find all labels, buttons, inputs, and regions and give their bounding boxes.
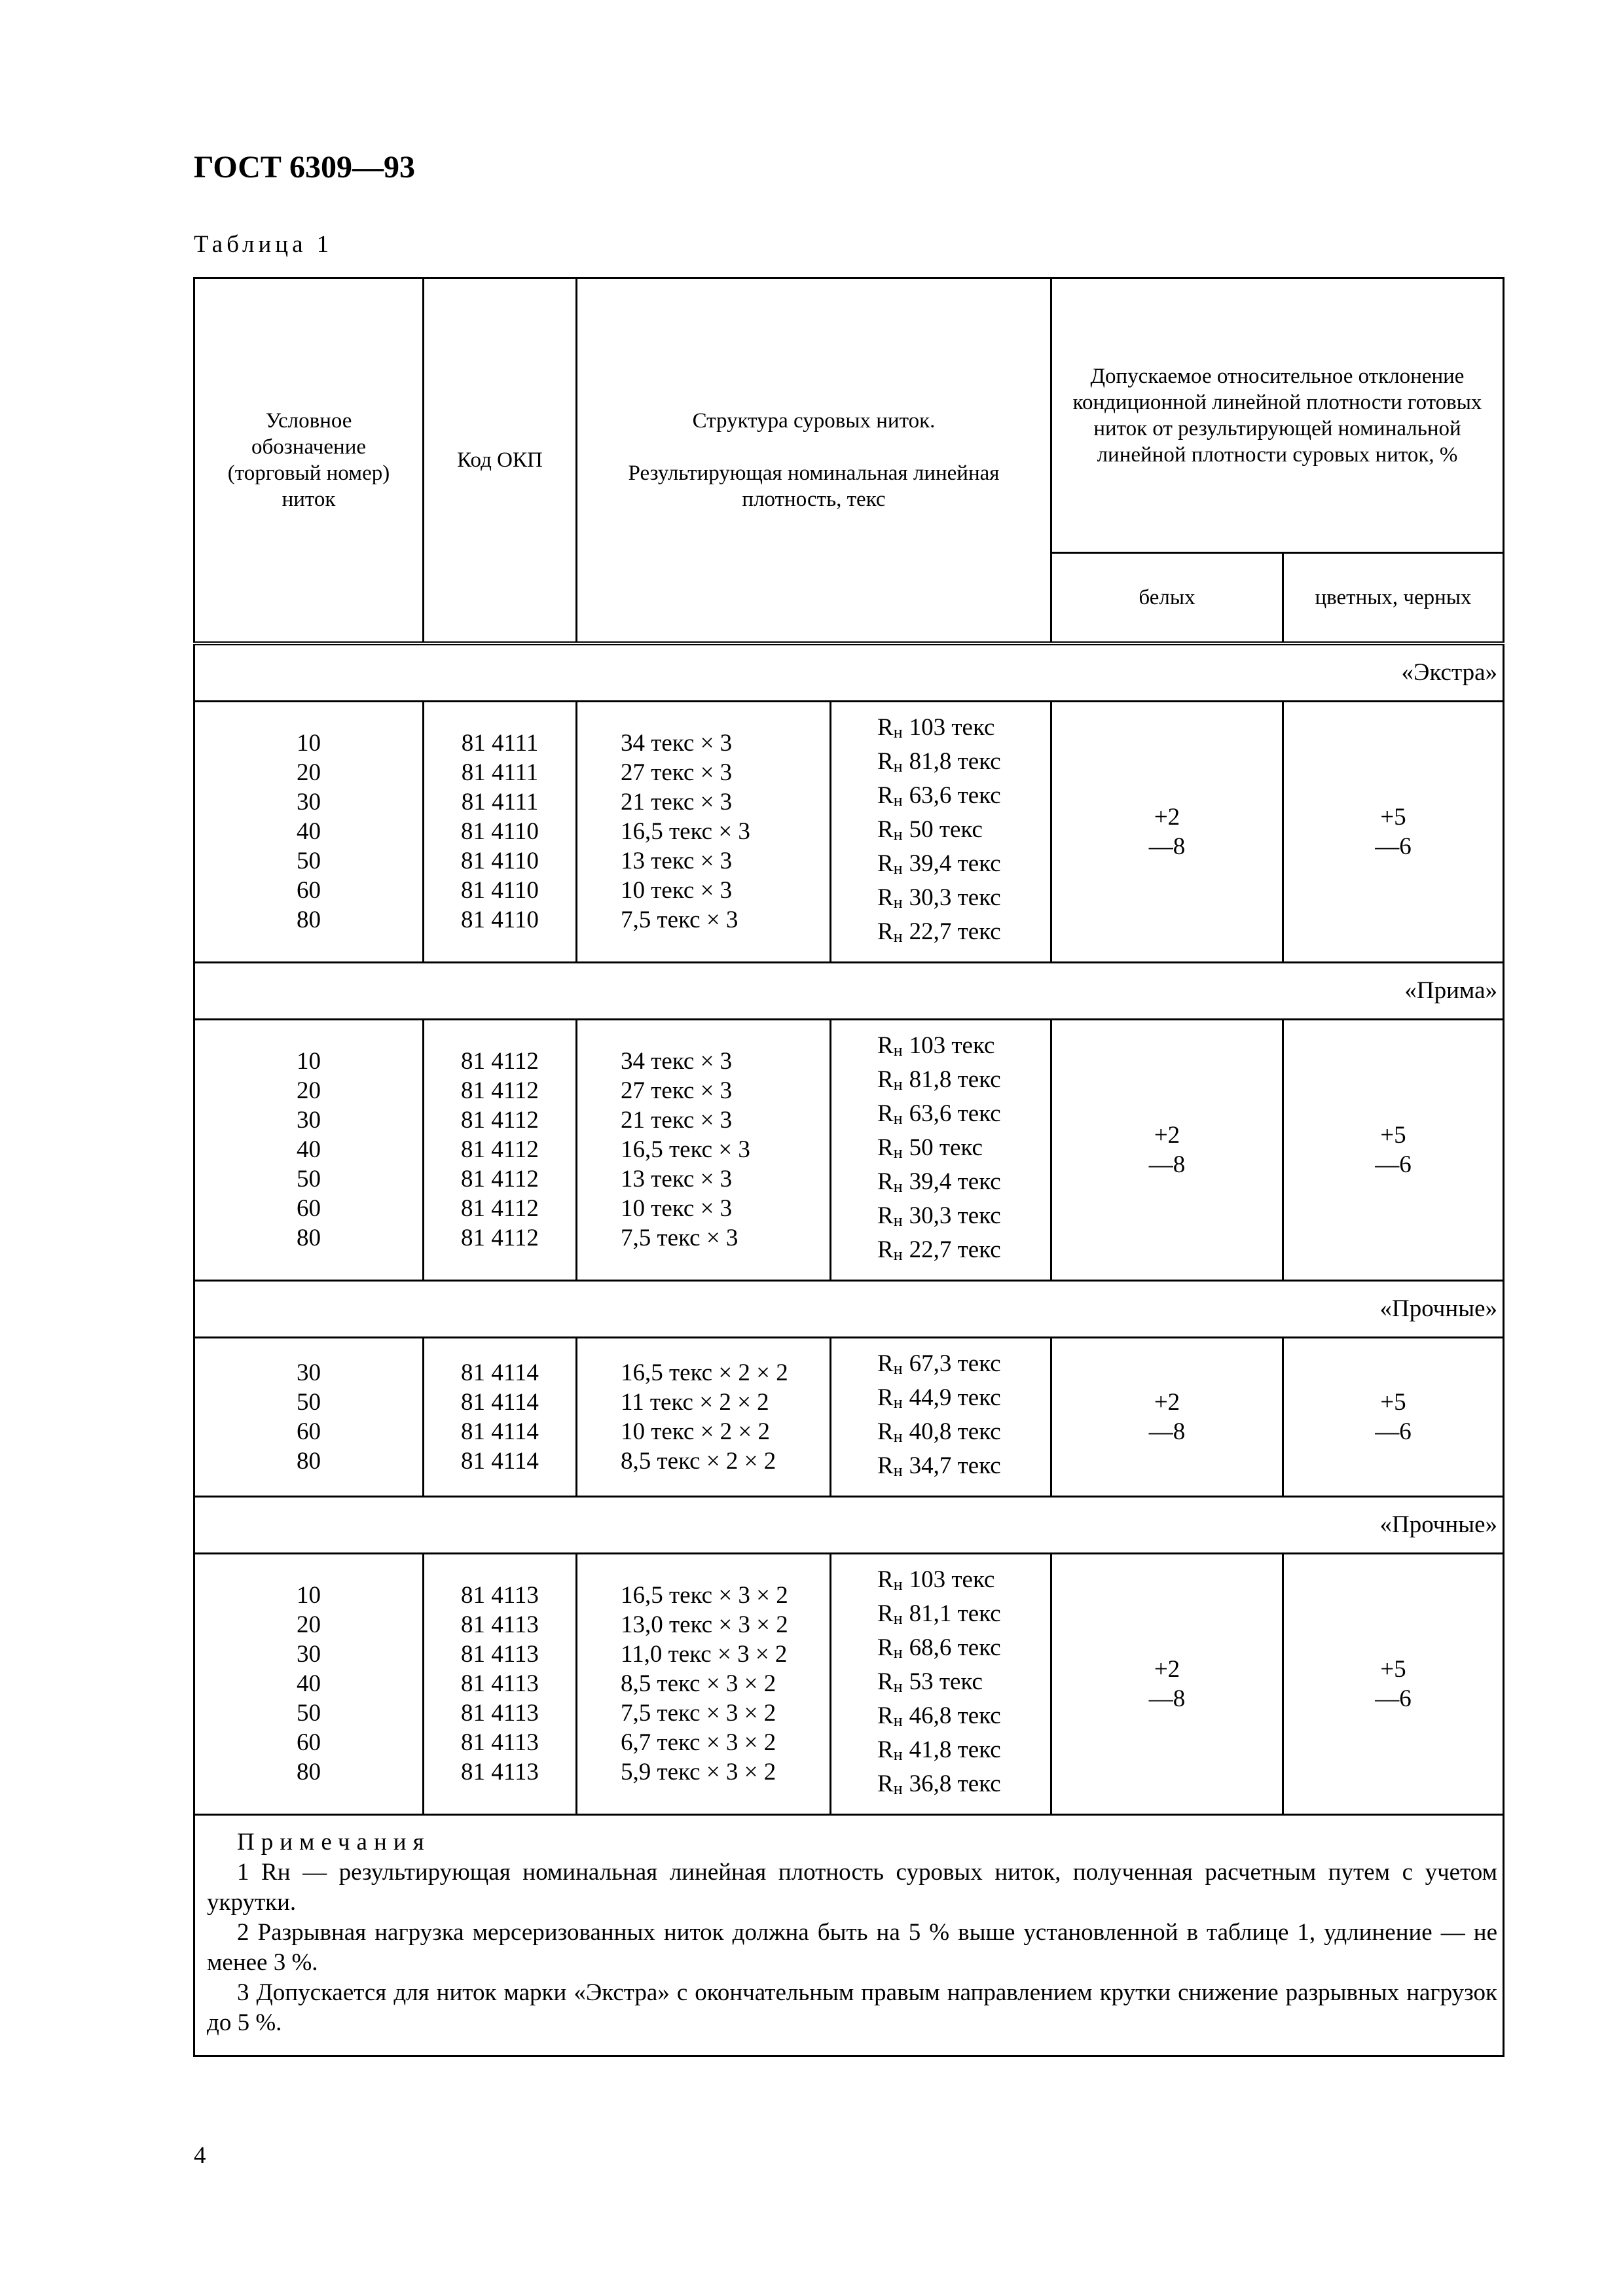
- result-symbol: R: [877, 747, 894, 775]
- okp-code-cell-item: 81 4113: [461, 1729, 539, 1756]
- page-number: 4: [194, 2142, 206, 2169]
- white-tolerance-cell-value: +2: [1154, 803, 1180, 831]
- structure-cell-item: 10 текс × 2 × 2: [621, 1418, 771, 1445]
- okp-code-cell: [424, 1019, 577, 1280]
- result-cell-item: [877, 1383, 1050, 1417]
- result-symbol: R: [877, 1236, 894, 1263]
- designation-cell-item: 60: [297, 1729, 321, 1756]
- result-symbol: R: [877, 1668, 894, 1695]
- designation-cell-item: 40: [297, 1670, 321, 1697]
- header-designation: [194, 278, 424, 643]
- structure-cell-item: 13 текс × 3: [621, 848, 733, 874]
- result-symbol: R: [877, 1702, 894, 1729]
- structure-cell-item: 21 текс × 3: [621, 1107, 733, 1134]
- result-symbol: R: [877, 1100, 894, 1127]
- result-subscript: н: [893, 1710, 903, 1730]
- result-subscript: н: [893, 1142, 903, 1162]
- header-white: белых: [1051, 553, 1283, 643]
- okp-code-cell-item: 81 4113: [461, 1670, 539, 1697]
- grade-label: «Экстра»: [194, 643, 1504, 702]
- result-symbol: R: [877, 781, 894, 809]
- result-cell: [831, 701, 1051, 962]
- okp-code-cell-item: 81 4112: [461, 1107, 539, 1134]
- result-symbol: R: [877, 1031, 894, 1059]
- result-subscript: н: [893, 892, 903, 912]
- result-value: 30,3 текс: [909, 884, 1001, 911]
- result-cell-item: [877, 1565, 1050, 1599]
- result-subscript: н: [893, 1460, 903, 1480]
- result-cell-item: [877, 1099, 1050, 1133]
- designation-cell-item: 30: [297, 1359, 321, 1386]
- white-tolerance-cell-value: +2: [1154, 1121, 1180, 1149]
- designation-cell-item: 30: [297, 789, 321, 816]
- result-subscript: н: [893, 722, 903, 742]
- result-cell-item: [877, 849, 1050, 883]
- result-value: 50 текс: [909, 816, 983, 843]
- result-cell-item: [877, 1133, 1050, 1167]
- white-tolerance-cell-value: +2: [1154, 1388, 1180, 1416]
- grade-label: «Прима»: [194, 962, 1504, 1019]
- designation-cell: [194, 701, 424, 962]
- designation-cell: [194, 1337, 424, 1496]
- result-value: 40,8 текс: [909, 1418, 1001, 1445]
- header-colored: цветных, черных: [1283, 553, 1504, 643]
- data-row: [194, 701, 1504, 962]
- result-subscript: н: [893, 1744, 903, 1764]
- designation-cell-item: 30: [297, 1107, 321, 1134]
- designation-cell-item: 10: [297, 730, 321, 757]
- result-subscript: н: [893, 756, 903, 776]
- document-title: ГОСТ 6309—93: [194, 150, 415, 185]
- table-caption: Таблица 1: [194, 231, 333, 258]
- result-symbol: R: [877, 1634, 894, 1661]
- okp-code-cell-item: 81 4110: [461, 818, 539, 845]
- result-cell-item: [877, 1417, 1050, 1451]
- designation-cell: [194, 1019, 424, 1280]
- result-cell-item: [877, 1667, 1050, 1701]
- okp-code-cell-item: 81 4112: [461, 1077, 539, 1104]
- result-cell-item: [877, 781, 1050, 815]
- colored-tolerance-cell: [1283, 1553, 1504, 1814]
- result-value: 41,8 текс: [909, 1736, 1001, 1763]
- colored-tolerance-cell-value: +5: [1380, 803, 1406, 831]
- structure-cell: [577, 701, 831, 962]
- result-symbol: R: [877, 1134, 894, 1161]
- result-value: 34,7 текс: [909, 1452, 1001, 1479]
- colored-tolerance-cell-value: —6: [1375, 1151, 1412, 1178]
- result-symbol: R: [877, 1066, 894, 1093]
- white-tolerance-cell: [1051, 1337, 1283, 1496]
- data-row: [194, 1553, 1504, 1814]
- result-symbol: R: [877, 1736, 894, 1763]
- result-cell-item: [877, 1349, 1050, 1383]
- result-cell-item: [877, 1735, 1050, 1769]
- result-value: 39,4 текс: [909, 1168, 1001, 1195]
- result-cell-item: [877, 917, 1050, 951]
- structure-cell-item: 10 текс × 3: [621, 1195, 733, 1222]
- structure-cell-item: 16,5 текс × 3: [621, 818, 750, 845]
- result-cell-item: [877, 1201, 1050, 1235]
- result-value: 22,7 текс: [909, 1236, 1001, 1263]
- designation-cell-item: 50: [297, 1166, 321, 1193]
- result-symbol: R: [877, 816, 894, 843]
- result-value: 46,8 текс: [909, 1702, 1001, 1729]
- result-symbol: R: [877, 1600, 894, 1627]
- result-cell-item: [877, 1769, 1050, 1803]
- result-value: 22,7 текс: [909, 918, 1001, 945]
- designation-cell-item: 20: [297, 1077, 321, 1104]
- white-tolerance-cell: [1051, 1019, 1283, 1280]
- note-1: 1 Rн — результирующая номинальная линейная плотность суровых ниток, полученная расчетным путем с учетом укрутки.: [207, 1858, 1497, 1916]
- okp-code-cell-item: 81 4111: [461, 730, 539, 757]
- okp-code-cell-item: 81 4114: [461, 1447, 539, 1475]
- table-body: [194, 643, 1504, 1815]
- colored-tolerance-cell-value: —6: [1375, 1685, 1412, 1712]
- white-tolerance-cell-value: —8: [1148, 833, 1186, 860]
- structure-cell-item: 7,5 текс × 3: [621, 906, 739, 933]
- okp-code-cell-item: 81 4111: [461, 759, 539, 786]
- designation-cell-item: 80: [297, 1759, 321, 1785]
- grade-label: «Прочные»: [194, 1496, 1504, 1553]
- designation-cell-item: 50: [297, 848, 321, 874]
- specification-table: [193, 277, 1504, 2057]
- designation-cell-item: 60: [297, 877, 321, 904]
- white-tolerance-cell-value: —8: [1148, 1418, 1186, 1445]
- okp-code-cell-item: 81 4113: [461, 1759, 539, 1785]
- header-structure-sub: Результирующая номинальная линейная плотность, текс: [628, 461, 1000, 511]
- okp-code-cell: [424, 1553, 577, 1814]
- result-cell-item: [877, 883, 1050, 917]
- result-value: 81,8 текс: [909, 1066, 1001, 1093]
- result-cell-item: [877, 1451, 1050, 1485]
- result-symbol: R: [877, 1452, 894, 1479]
- structure-cell-item: 10 текс × 3: [621, 877, 733, 904]
- result-value: 81,8 текс: [909, 747, 1001, 775]
- result-subscript: н: [893, 1574, 903, 1594]
- designation-cell-item: 50: [297, 1700, 321, 1727]
- result-subscript: н: [893, 1392, 903, 1412]
- result-symbol: R: [877, 1418, 894, 1445]
- structure-cell: [577, 1337, 831, 1496]
- colored-tolerance-cell: [1283, 1019, 1504, 1280]
- structure-cell-item: 21 текс × 3: [621, 789, 733, 816]
- structure-cell-item: 7,5 текс × 3: [621, 1225, 739, 1251]
- okp-code-cell-item: 81 4114: [461, 1359, 539, 1386]
- white-tolerance-cell: [1051, 1553, 1283, 1814]
- result-symbol: R: [877, 1350, 894, 1377]
- designation-cell-item: 20: [297, 1611, 321, 1638]
- result-value: 103 текс: [909, 1566, 995, 1593]
- result-cell: [831, 1337, 1051, 1496]
- result-subscript: н: [893, 1676, 903, 1696]
- okp-code-cell-item: 81 4112: [461, 1225, 539, 1251]
- grade-label: «Прочные»: [194, 1280, 1504, 1337]
- colored-tolerance-cell-value: +5: [1380, 1655, 1406, 1683]
- designation-cell-item: 60: [297, 1418, 321, 1445]
- designation-cell-item: 80: [297, 1447, 321, 1475]
- white-tolerance-cell-value: +2: [1154, 1655, 1180, 1683]
- header-structure-title: Структура суровых ниток.: [692, 408, 936, 433]
- result-subscript: н: [893, 790, 903, 810]
- result-symbol: R: [877, 1202, 894, 1229]
- structure-cell-item: 5,9 текс × 3 × 2: [621, 1759, 776, 1785]
- structure-cell-item: 8,5 текс × 2 × 2: [621, 1447, 776, 1475]
- designation-cell-item: 60: [297, 1195, 321, 1222]
- result-value: 50 текс: [909, 1134, 983, 1161]
- header-okp-code-text: Код ОКП: [457, 448, 543, 472]
- result-value: 103 текс: [909, 1031, 995, 1059]
- designation-cell-item: 20: [297, 759, 321, 786]
- structure-cell-item: 13 текс × 3: [621, 1166, 733, 1193]
- data-row: [194, 1337, 1504, 1496]
- result-symbol: R: [877, 1168, 894, 1195]
- result-symbol: R: [877, 1384, 894, 1411]
- notes-cell: [194, 1814, 1504, 2056]
- structure-cell-item: 13,0 текс × 3 × 2: [621, 1611, 788, 1638]
- grade-row: [194, 962, 1504, 1019]
- structure-cell: [577, 1553, 831, 1814]
- designation-cell-item: 40: [297, 1136, 321, 1163]
- grade-row: [194, 643, 1504, 702]
- structure-cell: [577, 1019, 831, 1280]
- designation-cell-item: 10: [297, 1582, 321, 1609]
- result-cell-item: [877, 1167, 1050, 1201]
- white-tolerance-cell: [1051, 701, 1283, 962]
- structure-cell-item: 16,5 текс × 2 × 2: [621, 1359, 788, 1386]
- result-value: 67,3 текс: [909, 1350, 1001, 1377]
- header-structure: [577, 278, 1051, 643]
- okp-code-cell-item: 81 4113: [461, 1611, 539, 1638]
- result-value: 30,3 текс: [909, 1202, 1001, 1229]
- structure-cell-item: 8,5 текс × 3 × 2: [621, 1670, 776, 1697]
- result-subscript: н: [893, 1358, 903, 1378]
- colored-tolerance-cell-value: —6: [1375, 833, 1412, 860]
- result-cell-item: [877, 713, 1050, 747]
- table-container: [193, 277, 1503, 2057]
- designation-cell-item: 80: [297, 906, 321, 933]
- okp-code-cell-item: 81 4112: [461, 1166, 539, 1193]
- data-row: [194, 1019, 1504, 1280]
- result-subscript: н: [893, 858, 903, 878]
- note-2: 2 Разрывная нагрузка мерсеризованных ниток должна быть на 5 % выше установленной в таблице 1, удлинение — не менее 3 %.: [207, 1918, 1497, 1976]
- result-cell-item: [877, 1599, 1050, 1633]
- result-subscript: н: [893, 1074, 903, 1094]
- okp-code-cell-item: 81 4110: [461, 877, 539, 904]
- result-cell: [831, 1019, 1051, 1280]
- structure-cell-item: 16,5 текс × 3: [621, 1136, 750, 1163]
- result-value: 53 текс: [909, 1668, 983, 1695]
- structure-cell-item: 27 текс × 3: [621, 1077, 733, 1104]
- result-symbol: R: [877, 713, 894, 741]
- result-cell-item: [877, 747, 1050, 781]
- result-symbol: R: [877, 1566, 894, 1593]
- header-designation-text: Условное обозначение (торговый номер) ниток: [227, 408, 390, 511]
- grade-row: [194, 1496, 1504, 1553]
- header-deviation: [1051, 278, 1504, 553]
- result-subscript: н: [893, 1642, 903, 1662]
- grade-row: [194, 1280, 1504, 1337]
- result-cell-item: [877, 1235, 1050, 1269]
- okp-code-cell-item: 81 4114: [461, 1388, 539, 1416]
- structure-cell-item: 6,7 текс × 3 × 2: [621, 1729, 776, 1756]
- okp-code-cell: [424, 1337, 577, 1496]
- okp-code-cell-item: 81 4111: [461, 789, 539, 816]
- structure-cell-item: 11,0 текс × 3 × 2: [621, 1641, 788, 1668]
- result-symbol: R: [877, 884, 894, 911]
- result-value: 36,8 текс: [909, 1770, 1001, 1797]
- result-subscript: н: [893, 1040, 903, 1060]
- header-okp-code: [424, 278, 577, 643]
- colored-tolerance-cell: [1283, 1337, 1504, 1496]
- okp-code-cell-item: 81 4114: [461, 1418, 539, 1445]
- colored-tolerance-cell: [1283, 701, 1504, 962]
- result-value: 39,4 текс: [909, 850, 1001, 877]
- result-subscript: н: [893, 1244, 903, 1264]
- result-subscript: н: [893, 1608, 903, 1628]
- colored-tolerance-cell-value: +5: [1380, 1388, 1406, 1416]
- designation-cell-item: 10: [297, 1048, 321, 1075]
- designation-cell-item: 40: [297, 818, 321, 845]
- result-subscript: н: [893, 926, 903, 946]
- white-tolerance-cell-value: —8: [1148, 1151, 1186, 1178]
- result-value: 63,6 текс: [909, 1100, 1001, 1127]
- okp-code-cell-item: 81 4112: [461, 1195, 539, 1222]
- result-value: 44,9 текс: [909, 1384, 1001, 1411]
- result-value: 103 текс: [909, 713, 995, 741]
- result-cell-item: [877, 1065, 1050, 1099]
- white-tolerance-cell-value: —8: [1148, 1685, 1186, 1712]
- result-subscript: н: [893, 1176, 903, 1196]
- result-symbol: R: [877, 1770, 894, 1797]
- designation-cell-item: 80: [297, 1225, 321, 1251]
- result-value: 63,6 текс: [909, 781, 1001, 809]
- structure-cell-item: 16,5 текс × 3 × 2: [621, 1582, 788, 1609]
- designation-cell-item: 50: [297, 1388, 321, 1416]
- okp-code-cell: [424, 701, 577, 962]
- okp-code-cell-item: 81 4110: [461, 848, 539, 874]
- okp-code-cell-item: 81 4113: [461, 1582, 539, 1609]
- result-value: 81,1 текс: [909, 1600, 1001, 1627]
- structure-cell-item: 34 текс × 3: [621, 730, 733, 757]
- result-subscript: н: [893, 824, 903, 844]
- result-subscript: н: [893, 1108, 903, 1128]
- result-symbol: R: [877, 918, 894, 945]
- colored-tolerance-cell-value: —6: [1375, 1418, 1412, 1445]
- okp-code-cell-item: 81 4113: [461, 1641, 539, 1668]
- okp-code-cell-item: 81 4113: [461, 1700, 539, 1727]
- structure-cell-item: 34 текс × 3: [621, 1048, 733, 1075]
- structure-cell-item: 27 текс × 3: [621, 759, 733, 786]
- structure-cell-item: 7,5 текс × 3 × 2: [621, 1700, 776, 1727]
- result-value: 68,6 текс: [909, 1634, 1001, 1661]
- designation-cell-item: 30: [297, 1641, 321, 1668]
- result-subscript: н: [893, 1778, 903, 1798]
- note-3: 3 Допускается для ниток марки «Экстра» с окончательным правым направлением крутки снижение разрывных нагрузок до 5 %.: [207, 1979, 1497, 2036]
- okp-code-cell-item: 81 4112: [461, 1136, 539, 1163]
- notes-title: Примечания: [237, 1828, 431, 1856]
- okp-code-cell-item: 81 4112: [461, 1048, 539, 1075]
- result-subscript: н: [893, 1210, 903, 1230]
- designation-cell: [194, 1553, 424, 1814]
- result-symbol: R: [877, 850, 894, 877]
- result-cell-item: [877, 1031, 1050, 1065]
- okp-code-cell-item: 81 4110: [461, 906, 539, 933]
- result-cell-item: [877, 1701, 1050, 1735]
- header-deviation-text: Допускаемое относительное отклонение кондиционной линейной плотности готовых ниток от результирующей номинальной линейной плотности суровых ниток, %: [1072, 364, 1482, 467]
- colored-tolerance-cell-value: +5: [1380, 1121, 1406, 1149]
- structure-cell-item: 11 текс × 2 × 2: [621, 1388, 769, 1416]
- result-cell-item: [877, 1633, 1050, 1667]
- result-cell-item: [877, 815, 1050, 849]
- result-cell: [831, 1553, 1051, 1814]
- result-subscript: н: [893, 1426, 903, 1446]
